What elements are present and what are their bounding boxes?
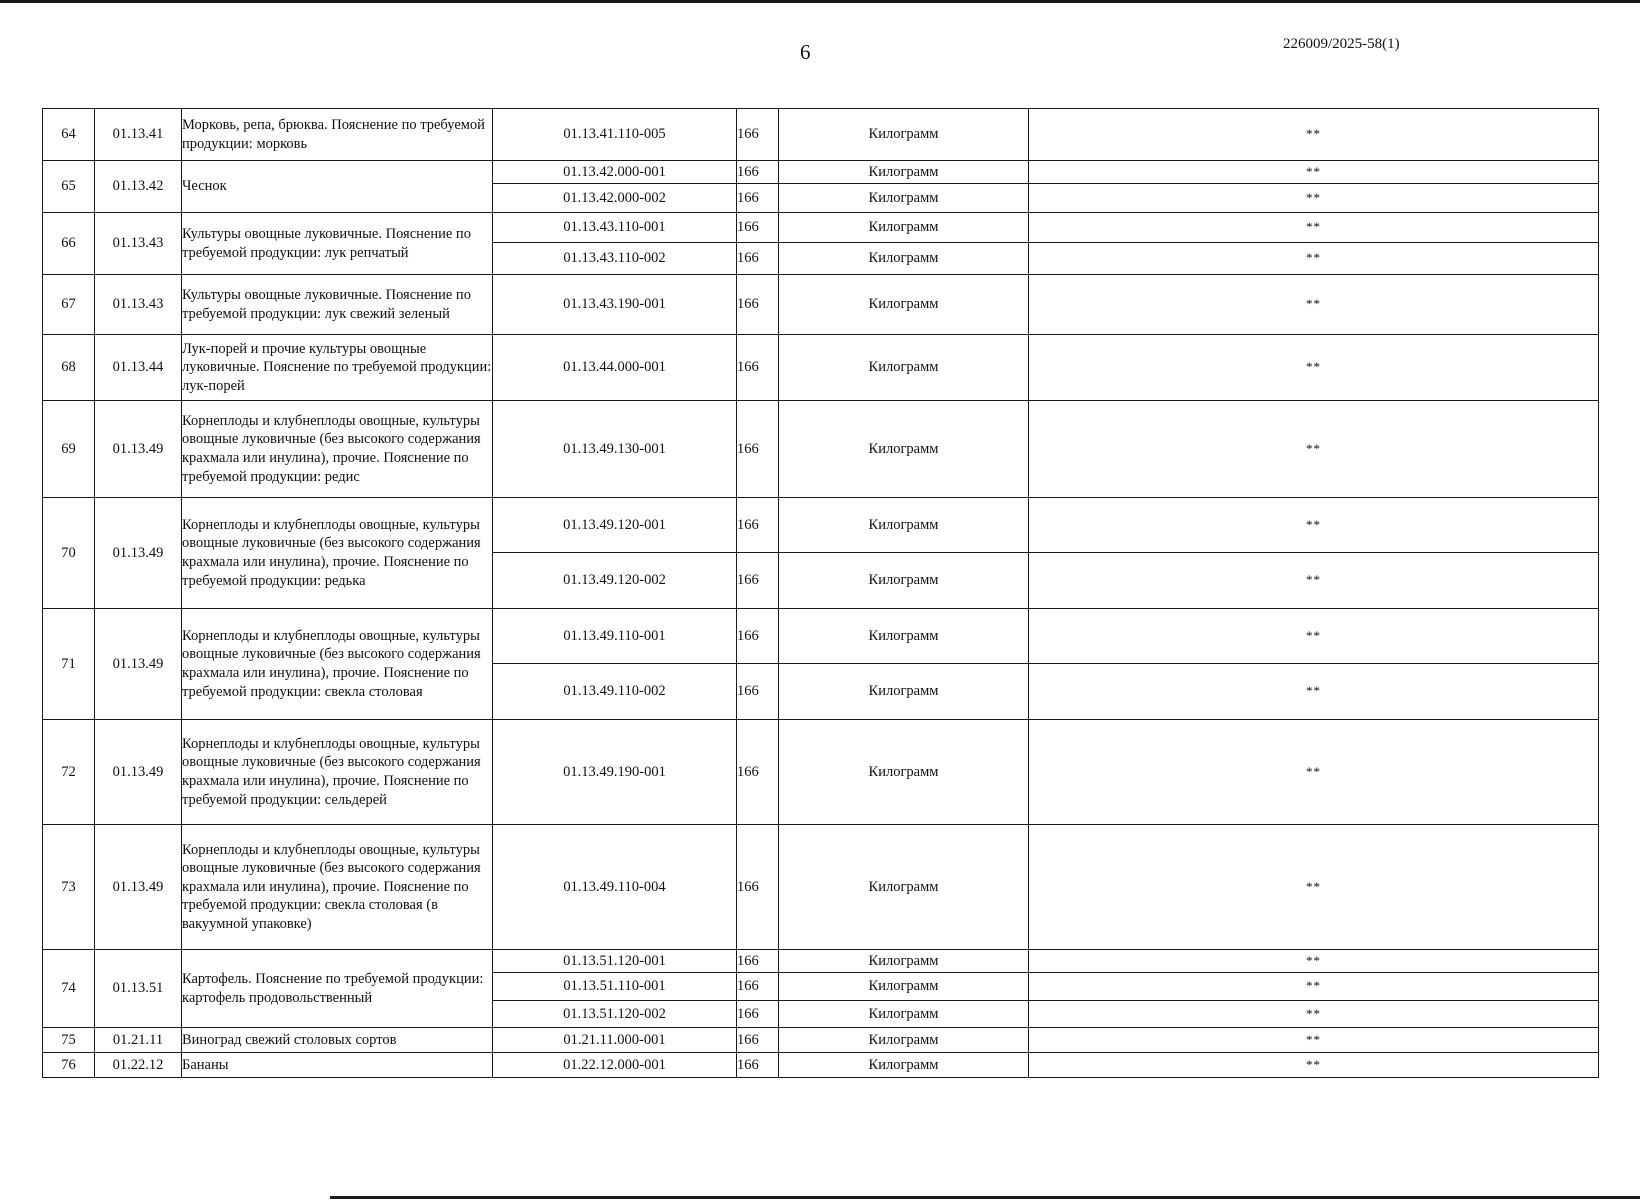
- row-number-cell: 70: [43, 498, 95, 609]
- table-row: [43, 720, 1599, 825]
- unit-of-measure-cell: Килограмм: [779, 498, 1029, 553]
- okei-code-cell: 166: [737, 1053, 779, 1078]
- quantity-note-cell: **: [1029, 1001, 1599, 1028]
- quantity-note-cell: **: [1029, 1053, 1599, 1078]
- okei-code-cell: 166: [737, 950, 779, 973]
- okei-code-cell: 166: [737, 109, 779, 161]
- ktru-code-cell: 01.13.43.110-002: [493, 243, 737, 275]
- unit-of-measure-cell: Килограмм: [779, 1001, 1029, 1028]
- okpd2-code-cell: 01.13.41: [95, 109, 182, 161]
- ktru-code-cell: 01.13.51.120-001: [493, 950, 737, 973]
- row-number-cell: 65: [43, 161, 95, 213]
- table-row: [43, 161, 1599, 184]
- okpd2-code-cell: 01.13.49: [95, 825, 182, 950]
- quantity-note-cell: **: [1029, 335, 1599, 401]
- quantity-note-cell: **: [1029, 161, 1599, 184]
- unit-of-measure-cell: Килограмм: [779, 243, 1029, 275]
- product-description-cell: Корнеплоды и клубнеплоды овощные, культуры овощные луковичные (без высокого содержания крахмала или инулина), прочие. Пояснение по требуемой продукции: свекла столовая (в вакуумной упаковке): [182, 825, 493, 950]
- okpd2-code-cell: 01.13.51: [95, 950, 182, 1028]
- okpd2-code-cell: 01.13.43: [95, 213, 182, 275]
- okei-code-cell: 166: [737, 553, 779, 609]
- okei-code-cell: 166: [737, 184, 779, 213]
- unit-of-measure-cell: Килограмм: [779, 1028, 1029, 1053]
- unit-of-measure-cell: Килограмм: [779, 1053, 1029, 1078]
- quantity-note-cell: **: [1029, 213, 1599, 243]
- okei-code-cell: 166: [737, 609, 779, 664]
- okei-code-cell: 166: [737, 720, 779, 825]
- quantity-note-cell: **: [1029, 275, 1599, 335]
- okpd2-code-cell: 01.13.49: [95, 720, 182, 825]
- ktru-code-cell: 01.13.44.000-001: [493, 335, 737, 401]
- ktru-code-cell: 01.21.11.000-001: [493, 1028, 737, 1053]
- table-row: [43, 335, 1599, 401]
- product-description-cell: Лук-порей и прочие культуры овощные луковичные. Пояснение по требуемой продукции: лук-порей: [182, 335, 493, 401]
- quantity-note-cell: **: [1029, 973, 1599, 1001]
- unit-of-measure-cell: Килограмм: [779, 825, 1029, 950]
- row-number-cell: 75: [43, 1028, 95, 1053]
- product-description-cell: Корнеплоды и клубнеплоды овощные, культуры овощные луковичные (без высокого содержания крахмала или инулина), прочие. Пояснение по требуемой продукции: редис: [182, 401, 493, 498]
- ktru-code-cell: 01.13.51.110-001: [493, 973, 737, 1001]
- table-row: [43, 1053, 1599, 1078]
- quantity-note-cell: **: [1029, 720, 1599, 825]
- okpd2-code-cell: 01.13.43: [95, 275, 182, 335]
- quantity-note-cell: **: [1029, 401, 1599, 498]
- ktru-code-cell: 01.13.49.110-002: [493, 664, 737, 720]
- ktru-code-cell: 01.13.42.000-002: [493, 184, 737, 213]
- okei-code-cell: 166: [737, 1028, 779, 1053]
- row-number-cell: 67: [43, 275, 95, 335]
- quantity-note-cell: **: [1029, 243, 1599, 275]
- okei-code-cell: 166: [737, 161, 779, 184]
- unit-of-measure-cell: Килограмм: [779, 553, 1029, 609]
- ktru-code-cell: 01.13.49.130-001: [493, 401, 737, 498]
- unit-of-measure-cell: Килограмм: [779, 275, 1029, 335]
- ktru-code-cell: 01.13.49.110-004: [493, 825, 737, 950]
- quantity-note-cell: **: [1029, 498, 1599, 553]
- row-number-cell: 64: [43, 109, 95, 161]
- okpd2-code-cell: 01.13.49: [95, 609, 182, 720]
- okpd2-code-cell: 01.21.11: [95, 1028, 182, 1053]
- table-row: [43, 498, 1599, 553]
- okpd2-code-cell: 01.13.49: [95, 401, 182, 498]
- okei-code-cell: 166: [737, 213, 779, 243]
- bottom-border-line: [330, 1196, 1640, 1199]
- page-number: 6: [800, 40, 811, 64]
- quantity-note-cell: **: [1029, 109, 1599, 161]
- product-description-cell: Морковь, репа, брюква. Пояснение по требуемой продукции: морковь: [182, 109, 493, 161]
- quantity-note-cell: **: [1029, 664, 1599, 720]
- ktru-code-cell: 01.13.49.190-001: [493, 720, 737, 825]
- ktru-code-cell: 01.13.42.000-001: [493, 161, 737, 184]
- top-border-line: [0, 0, 1640, 3]
- row-number-cell: 76: [43, 1053, 95, 1078]
- unit-of-measure-cell: Килограмм: [779, 950, 1029, 973]
- unit-of-measure-cell: Килограмм: [779, 664, 1029, 720]
- product-description-cell: Корнеплоды и клубнеплоды овощные, культуры овощные луковичные (без высокого содержания крахмала или инулина), прочие. Пояснение по требуемой продукции: редька: [182, 498, 493, 609]
- okpd2-code-cell: 01.13.44: [95, 335, 182, 401]
- table-row: [43, 950, 1599, 973]
- table-body: [43, 109, 1599, 1078]
- product-spec-table: [42, 108, 1599, 1078]
- row-number-cell: 68: [43, 335, 95, 401]
- unit-of-measure-cell: Килограмм: [779, 335, 1029, 401]
- okei-code-cell: 166: [737, 825, 779, 950]
- row-number-cell: 69: [43, 401, 95, 498]
- table-row: [43, 275, 1599, 335]
- unit-of-measure-cell: Килограмм: [779, 109, 1029, 161]
- quantity-note-cell: **: [1029, 609, 1599, 664]
- row-number-cell: 74: [43, 950, 95, 1028]
- okei-code-cell: 166: [737, 335, 779, 401]
- product-description-cell: Культуры овощные луковичные. Пояснение по требуемой продукции: лук свежий зеленый: [182, 275, 493, 335]
- row-number-cell: 73: [43, 825, 95, 950]
- okei-code-cell: 166: [737, 973, 779, 1001]
- unit-of-measure-cell: Килограмм: [779, 973, 1029, 1001]
- unit-of-measure-cell: Килограмм: [779, 609, 1029, 664]
- okei-code-cell: 166: [737, 275, 779, 335]
- row-number-cell: 66: [43, 213, 95, 275]
- ktru-code-cell: 01.13.41.110-005: [493, 109, 737, 161]
- ktru-code-cell: 01.13.49.120-001: [493, 498, 737, 553]
- quantity-note-cell: **: [1029, 1028, 1599, 1053]
- table-row: [43, 109, 1599, 161]
- table-row: [43, 825, 1599, 950]
- row-number-cell: 72: [43, 720, 95, 825]
- okpd2-code-cell: 01.22.12: [95, 1053, 182, 1078]
- ktru-code-cell: 01.13.51.120-002: [493, 1001, 737, 1028]
- okei-code-cell: 166: [737, 498, 779, 553]
- table-row: [43, 609, 1599, 664]
- unit-of-measure-cell: Килограмм: [779, 720, 1029, 825]
- ktru-code-cell: 01.13.43.110-001: [493, 213, 737, 243]
- product-description-cell: Виноград свежий столовых сортов: [182, 1028, 493, 1053]
- unit-of-measure-cell: Килограмм: [779, 213, 1029, 243]
- product-description-cell: Корнеплоды и клубнеплоды овощные, культуры овощные луковичные (без высокого содержания крахмала или инулина), прочие. Пояснение по требуемой продукции: свекла столовая: [182, 609, 493, 720]
- okei-code-cell: 166: [737, 1001, 779, 1028]
- quantity-note-cell: **: [1029, 553, 1599, 609]
- table-row: [43, 213, 1599, 243]
- ktru-code-cell: 01.13.43.190-001: [493, 275, 737, 335]
- product-description-cell: Бананы: [182, 1053, 493, 1078]
- unit-of-measure-cell: Килограмм: [779, 161, 1029, 184]
- unit-of-measure-cell: Килограмм: [779, 401, 1029, 498]
- okpd2-code-cell: 01.13.49: [95, 498, 182, 609]
- table-row: [43, 401, 1599, 498]
- ktru-code-cell: 01.22.12.000-001: [493, 1053, 737, 1078]
- product-description-cell: Чеснок: [182, 161, 493, 213]
- quantity-note-cell: **: [1029, 950, 1599, 973]
- quantity-note-cell: **: [1029, 825, 1599, 950]
- okei-code-cell: 166: [737, 243, 779, 275]
- product-description-cell: Корнеплоды и клубнеплоды овощные, культуры овощные луковичные (без высокого содержания крахмала или инулина), прочие. Пояснение по требуемой продукции: сельдерей: [182, 720, 493, 825]
- okei-code-cell: 166: [737, 664, 779, 720]
- unit-of-measure-cell: Килограмм: [779, 184, 1029, 213]
- row-number-cell: 71: [43, 609, 95, 720]
- document-reference: 226009/2025-58(1): [1283, 36, 1400, 52]
- okei-code-cell: 166: [737, 401, 779, 498]
- quantity-note-cell: **: [1029, 184, 1599, 213]
- okpd2-code-cell: 01.13.42: [95, 161, 182, 213]
- product-description-cell: Картофель. Пояснение по требуемой продукции: картофель продовольственный: [182, 950, 493, 1028]
- ktru-code-cell: 01.13.49.120-002: [493, 553, 737, 609]
- ktru-code-cell: 01.13.49.110-001: [493, 609, 737, 664]
- table-row: [43, 1028, 1599, 1053]
- product-description-cell: Культуры овощные луковичные. Пояснение по требуемой продукции: лук репчатый: [182, 213, 493, 275]
